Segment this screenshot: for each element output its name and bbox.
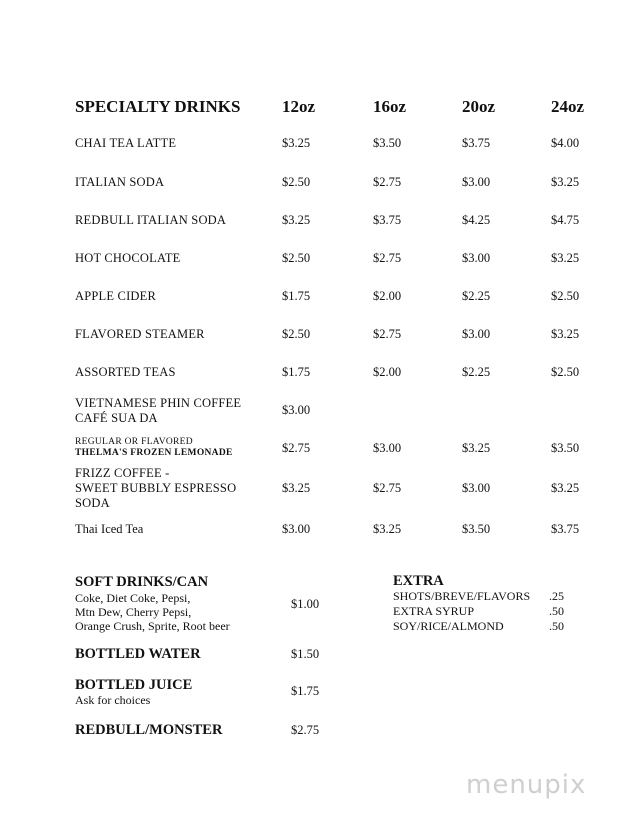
price-12oz: $3.00 xyxy=(282,522,311,536)
redbull-monster-title: REDBULL/MONSTER xyxy=(75,722,223,738)
bottled-water-price: $1.50 xyxy=(291,647,320,661)
price-16oz: $2.75 xyxy=(373,251,402,265)
price-16oz: $2.75 xyxy=(373,481,402,495)
menu-item-name: FLAVORED STEAMER xyxy=(75,327,205,341)
specialty-drinks-title: SPECIALTY DRINKS xyxy=(75,97,241,116)
price-24oz: $3.50 xyxy=(551,441,580,455)
soft-drinks-price: $1.00 xyxy=(291,597,320,611)
price-12oz: $2.50 xyxy=(282,175,311,189)
menu-item-name: REDBULL ITALIAN SODA xyxy=(75,213,227,227)
price-20oz: $3.75 xyxy=(462,136,491,150)
price-20oz: $3.00 xyxy=(462,251,491,265)
menu-item-name: VIETNAMESE PHIN COFFEE xyxy=(75,396,242,410)
price-12oz: $3.25 xyxy=(282,136,311,150)
price-24oz: $3.75 xyxy=(551,522,580,536)
price-12oz: $1.75 xyxy=(282,289,311,303)
price-16oz: $2.00 xyxy=(373,365,402,379)
price-16oz: $2.75 xyxy=(373,175,402,189)
price-24oz: $3.25 xyxy=(551,251,580,265)
menu-item-name: Thai Iced Tea xyxy=(75,522,144,536)
bottled-juice-title: BOTTLED JUICE xyxy=(75,677,193,693)
price-16oz: $2.75 xyxy=(373,327,402,341)
price-24oz: $3.25 xyxy=(551,327,580,341)
extra-item-label: EXTRA SYRUP xyxy=(393,604,475,618)
price-12oz: $2.50 xyxy=(282,327,311,341)
menu-item-note: REGULAR OR FLAVORED xyxy=(75,437,193,447)
price-12oz: $3.25 xyxy=(282,481,311,495)
price-24oz: $2.50 xyxy=(551,289,580,303)
price-24oz: $2.50 xyxy=(551,365,580,379)
menu-item-name-line2: CAFÉ SUA DA xyxy=(75,411,158,425)
menu-item-name: ASSORTED TEAS xyxy=(75,365,176,379)
menu-item-name: THELMA'S FROZEN LEMONADE xyxy=(75,448,233,458)
bottled-juice-desc: Ask for choices xyxy=(75,693,151,707)
size-header-16oz: 16oz xyxy=(373,97,407,116)
price-20oz: $3.00 xyxy=(462,175,491,189)
price-16oz: $3.25 xyxy=(373,522,402,536)
menu-item-name: ITALIAN SODA xyxy=(75,175,165,189)
menu-item-name: CHAI TEA LATTE xyxy=(75,136,177,150)
price-16oz: $3.00 xyxy=(373,441,402,455)
price-20oz: $3.50 xyxy=(462,522,491,536)
soft-drinks-desc-line2: Mtn Dew, Cherry Pepsi, xyxy=(75,605,192,619)
price-20oz: $3.00 xyxy=(462,327,491,341)
price-12oz: $3.00 xyxy=(282,403,311,417)
extra-item-label: SOY/RICE/ALMOND xyxy=(393,619,504,633)
size-header-12oz: 12oz xyxy=(282,97,316,116)
soft-drinks-desc-line3: Orange Crush, Sprite, Root beer xyxy=(75,619,230,633)
price-20oz: $4.25 xyxy=(462,213,491,227)
menu-item-name: HOT CHOCOLATE xyxy=(75,251,181,265)
price-24oz: $3.25 xyxy=(551,175,580,189)
price-20oz: $2.25 xyxy=(462,289,491,303)
bottled-juice-price: $1.75 xyxy=(291,684,320,698)
price-12oz: $3.25 xyxy=(282,213,311,227)
price-24oz: $3.25 xyxy=(551,481,580,495)
bottled-water-title: BOTTLED WATER xyxy=(75,646,201,662)
menupix-watermark: menupix xyxy=(466,770,587,800)
size-header-20oz: 20oz xyxy=(462,97,496,116)
menu-item-name-line2: SWEET BUBBLY ESPRESSO xyxy=(75,481,237,495)
price-16oz: $3.75 xyxy=(373,213,402,227)
menu-item-name-line3: SODA xyxy=(75,496,110,510)
price-16oz: $2.00 xyxy=(373,289,402,303)
price-16oz: $3.50 xyxy=(373,136,402,150)
price-20oz: $3.25 xyxy=(462,441,491,455)
price-12oz: $1.75 xyxy=(282,365,311,379)
menu-item-name: APPLE CIDER xyxy=(75,289,157,303)
extra-item-price: .50 xyxy=(549,604,564,618)
price-24oz: $4.75 xyxy=(551,213,580,227)
price-12oz: $2.50 xyxy=(282,251,311,265)
price-24oz: $4.00 xyxy=(551,136,580,150)
price-12oz: $2.75 xyxy=(282,441,311,455)
size-header-24oz: 24oz xyxy=(551,97,585,116)
extra-item-price: .50 xyxy=(549,619,564,633)
extra-title: EXTRA xyxy=(393,573,444,589)
price-20oz: $2.25 xyxy=(462,365,491,379)
soft-drinks-desc-line1: Coke, Diet Coke, Pepsi, xyxy=(75,591,191,605)
menu-item-name: FRIZZ COFFEE - xyxy=(75,466,170,480)
soft-drinks-title: SOFT DRINKS/CAN xyxy=(75,574,209,590)
redbull-monster-price: $2.75 xyxy=(291,723,320,737)
extra-item-price: .25 xyxy=(549,589,564,603)
price-20oz: $3.00 xyxy=(462,481,491,495)
extra-item-label: SHOTS/BREVE/FLAVORS xyxy=(393,589,531,603)
